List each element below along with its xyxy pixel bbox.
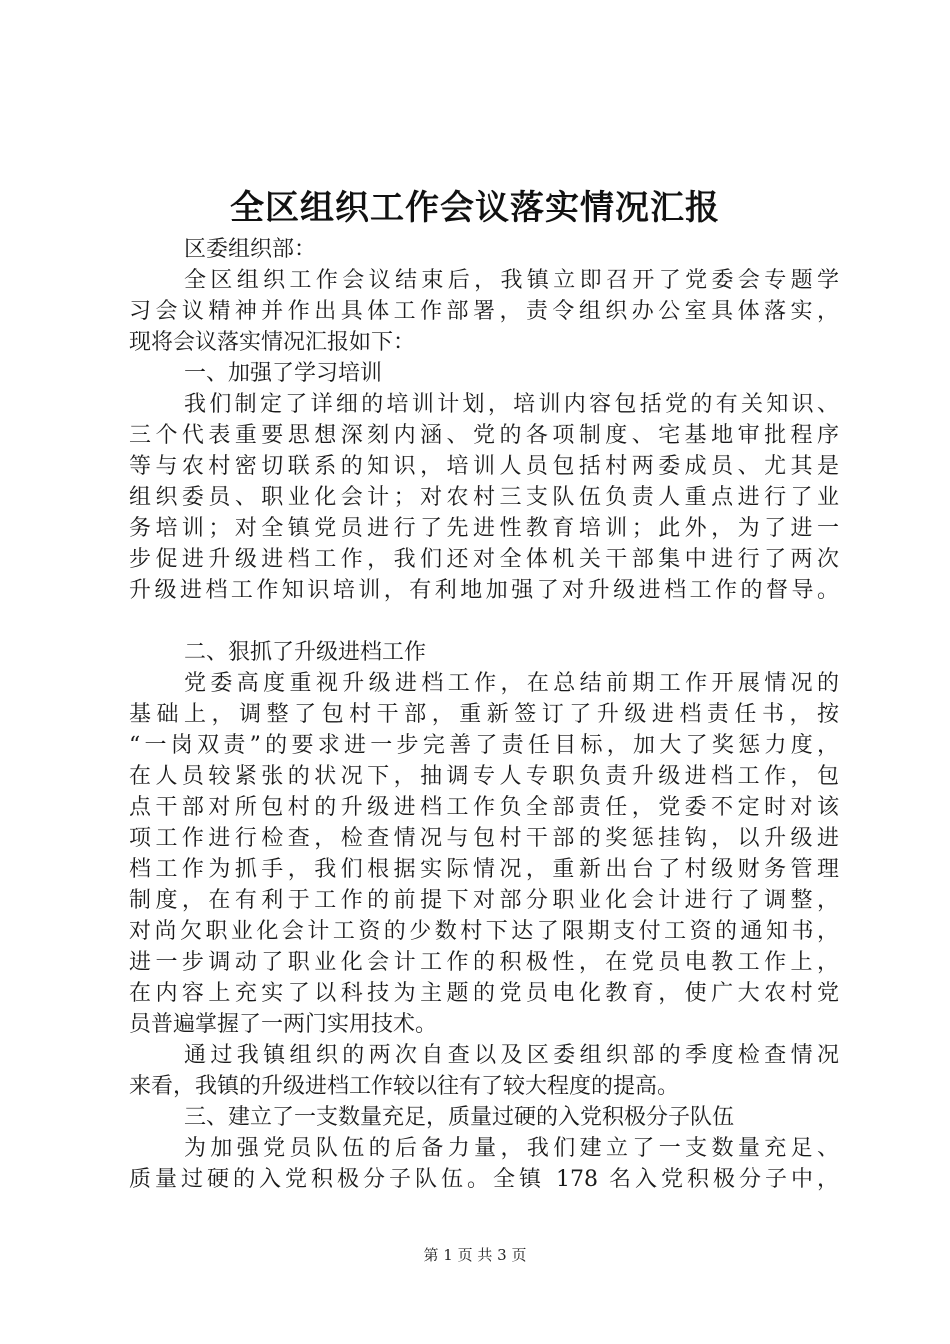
body-text-line: 质量过硬的入党积极分子队伍。全镇 178 名入党积极分子中， <box>129 1167 839 1192</box>
body-text-line: 三、建立了一支数量充足，质量过硬的入党积极分子队伍 <box>184 1105 735 1130</box>
body-text-line: 项工作进行检查，检查情况与包村干部的奖惩挂钩，以升级进 <box>129 826 839 851</box>
body-text-line: 对尚欠职业化会计工资的少数村下达了限期支付工资的通知书， <box>129 919 839 944</box>
body-text-line: 组织委员、职业化会计；对农村三支队伍负责人重点进行了业 <box>129 485 839 510</box>
body-text-line: 区委组织部： <box>184 237 317 262</box>
page-footer: 第 1 页 共 3 页 <box>423 1246 527 1264</box>
body-text-line: 等与农村密切联系的知识，培训人员包括村两委成员、尤其是 <box>129 454 839 479</box>
body-text-line: 全区组织工作会议结束后，我镇立即召开了党委会专题学 <box>184 268 839 293</box>
document-title: 全区组织工作会议落实情况汇报 <box>230 188 720 228</box>
body-text-line: 三个代表重要思想深刻内涵、党的各项制度、宅基地审批程序 <box>129 423 839 448</box>
body-text-line: 步促进升级进档工作，我们还对全体机关干部集中进行了两次 <box>129 547 839 572</box>
body-text-line: 现将会议落实情况汇报如下： <box>129 330 416 355</box>
body-text-line: 来看，我镇的升级进档工作较以往有了较大程度的提高。 <box>129 1074 680 1099</box>
body-text-line: 务培训；对全镇党员进行了先进性教育培训；此外，为了进一 <box>129 516 839 541</box>
document-body <box>129 234 839 1195</box>
body-text-line: 党委高度重视升级进档工作，在总结前期工作开展情况的 <box>184 671 839 696</box>
body-text-line: 通过我镇组织的两次自查以及区委组织部的季度检查情况 <box>184 1043 839 1068</box>
body-text-line: 点干部对所包村的升级进档工作负全部责任，党委不定时对该 <box>129 795 839 820</box>
body-text-line: “一岗双责”的要求进一步完善了责任目标，加大了奖惩力度， <box>129 733 839 758</box>
body-text-line: 在人员较紧张的状况下，抽调专人专职负责升级进档工作，包 <box>129 764 839 789</box>
body-text-line: 在内容上充实了以科技为主题的党员电化教育，使广大农村党 <box>129 981 839 1006</box>
body-text-line: 一、加强了学习培训 <box>184 361 383 386</box>
body-text-line: 升级进档工作知识培训，有利地加强了对升级进档工作的督导。 <box>129 578 839 603</box>
body-text-line: 我们制定了详细的培训计划，培训内容包括党的有关知识、 <box>184 392 839 417</box>
body-text-line: 二、狠抓了升级进档工作 <box>184 640 427 665</box>
body-text-line: 习会议精神并作出具体工作部署，责令组织办公室具体落实， <box>129 299 839 324</box>
body-text-line: 档工作为抓手，我们根据实际情况，重新出台了村级财务管理 <box>129 857 839 882</box>
body-text-line: 员普遍掌握了一两门实用技术。 <box>129 1012 438 1037</box>
body-text-line: 为加强党员队伍的后备力量，我们建立了一支数量充足、 <box>184 1136 839 1161</box>
body-text-line: 进一步调动了职业化会计工作的积极性，在党员电教工作上， <box>129 950 839 975</box>
body-text-line: 基础上，调整了包村干部，重新签订了升级进档责任书，按 <box>129 702 839 727</box>
blank-line <box>129 606 839 637</box>
body-text-line: 制度，在有利于工作的前提下对部分职业化会计进行了调整， <box>129 888 839 913</box>
